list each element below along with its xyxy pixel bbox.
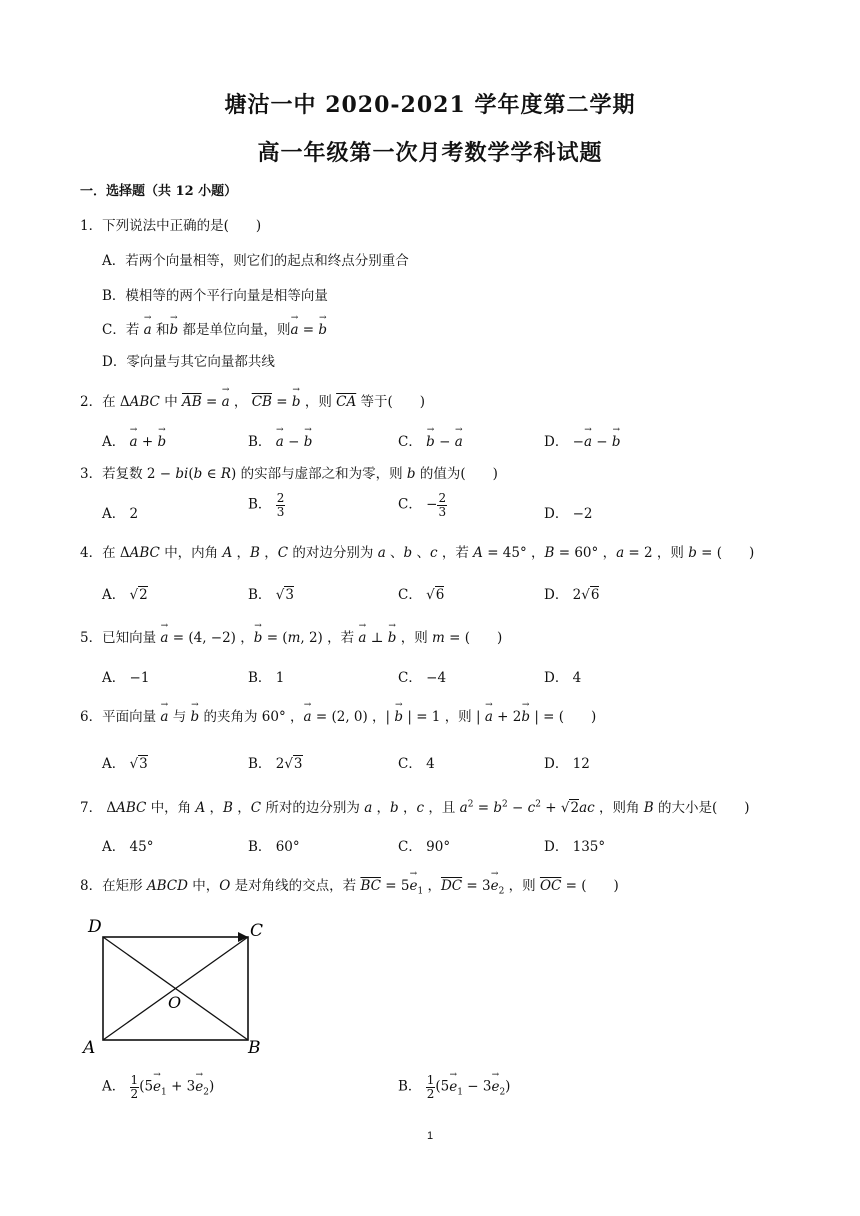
question-5-option-a: A． −1 <box>102 670 150 686</box>
question-5-option-c: C． −4 <box>398 670 447 686</box>
section-heading: 一．选择题（共 12 小题） <box>80 184 238 199</box>
label-o: O <box>168 993 182 1012</box>
label-b: B <box>248 1038 261 1057</box>
question-7-stem: 7． ΔABC 中，角 A ，B ，C 所对的边分别为 a ，b ，c ，且 $a^2 = b^2 - c^2 + √2ac$ ，则角 B 的大小是( ) <box>80 799 750 816</box>
question-2-option-b: B． a → − b → <box>248 430 312 450</box>
question-1-option-c: C．若 a → 和b → 都是单位向量，则a → = b → <box>102 318 327 338</box>
question-6-option-d: D． 12 <box>544 756 590 772</box>
question-8-stem: 8．在矩形 ABCD 中，O 是对角线的交点，若 $\overline{BC} = 5e \to_1$ ，$\overline{DC} = 3e \to_2$ ，则 $\overline{OC}$ = ( ) <box>80 874 619 897</box>
label-a: A <box>83 1038 96 1057</box>
question-8-option-b: B． $\frac{1}{2}$ $(5e \to_1 - 3e \to_2)$ <box>398 1074 510 1100</box>
question-7-option-d: D． 135° <box>544 839 606 855</box>
question-2-stem: 2．在 ΔABC 中 $\overline{AB} = a$ → ， $\overline{CB} = b$ → ，则 $\overline{CA}$ 等于( ) <box>80 390 425 410</box>
question-2-option-c: C． b → − a → <box>398 430 463 450</box>
label-d: D <box>88 917 102 937</box>
question-7-option-c: C． 90° <box>398 839 451 855</box>
exam-title-line1: 塘沽一中 2020-2021 学年度第二学期 <box>224 92 636 118</box>
question-1-option-d: D．零向量与其它向量都共线 <box>102 354 275 370</box>
question-1-option-a: A．若两个向量相等，则它们的起点和终点分别重合 <box>102 253 409 269</box>
question-1-option-b: B．模相等的两个平行向量是相等向量 <box>102 288 328 304</box>
question-3-option-c: C． − $\frac{2}{3}$ <box>398 491 447 519</box>
question-3-option-a: A． 2 <box>102 506 139 522</box>
question-4-option-d: D． 2√6 <box>544 587 600 603</box>
question-7-option-a: A． 45° <box>102 839 154 855</box>
question-6-option-a: A． √3 <box>102 756 148 772</box>
question-3-option-d: D． −2 <box>544 506 593 522</box>
question-6-option-c: C． 4 <box>398 756 435 772</box>
question-4-option-b: B． √3 <box>248 587 294 603</box>
question-6-option-b: B． 2√3 <box>248 756 303 772</box>
question-2-option-a: A． a → + b → <box>102 430 166 450</box>
question-4-option-c: C． √6 <box>398 587 445 603</box>
question-2-option-d: D． −a → − b → <box>544 430 621 450</box>
question-3-option-b: B． $\frac{2}{3}$ <box>248 491 285 519</box>
question-1-stem: 1．下列说法中正确的是( ) <box>80 218 262 234</box>
page-number: 1 <box>426 1130 434 1142</box>
label-c: C <box>250 921 264 941</box>
question-4-option-a: A． √2 <box>102 587 148 603</box>
rectangle-figure <box>78 912 278 1057</box>
question-5-option-b: B． 1 <box>248 670 285 686</box>
question-5-stem: 5．已知向量 a → = (4, −2) ，b → = (m, 2) ，若 a → ⊥ b → ，则 m = ( ) <box>80 626 502 646</box>
question-8-option-a: A． $\frac{1}{2}$ $(5e \to_1 + 3e \to_2)$ <box>102 1074 214 1100</box>
exam-title-line2: 高一年级第一次月考数学学科试题 <box>257 140 603 166</box>
question-7-option-b: B． 60° <box>248 839 300 855</box>
question-4-stem: 4．在 ΔABC 中，内角 A ，B ，C 的对边分别为 a 、b 、c ，若 A = 45° ，B = 60° ，a = 2 ，则 b = ( ) <box>80 545 755 561</box>
question-5-option-d: D． 4 <box>544 670 582 686</box>
question-6-stem: 6．平面向量 a → 与 b → 的夹角为 60° ，a → = (2, 0) ，| b → | = 1 ，则 | a → + 2b → | = ( ) <box>80 705 596 725</box>
question-3-stem: 3．若复数 2 − bi(b ∈ R) 的实部与虚部之和为零，则 b 的值为( ) <box>80 466 498 482</box>
